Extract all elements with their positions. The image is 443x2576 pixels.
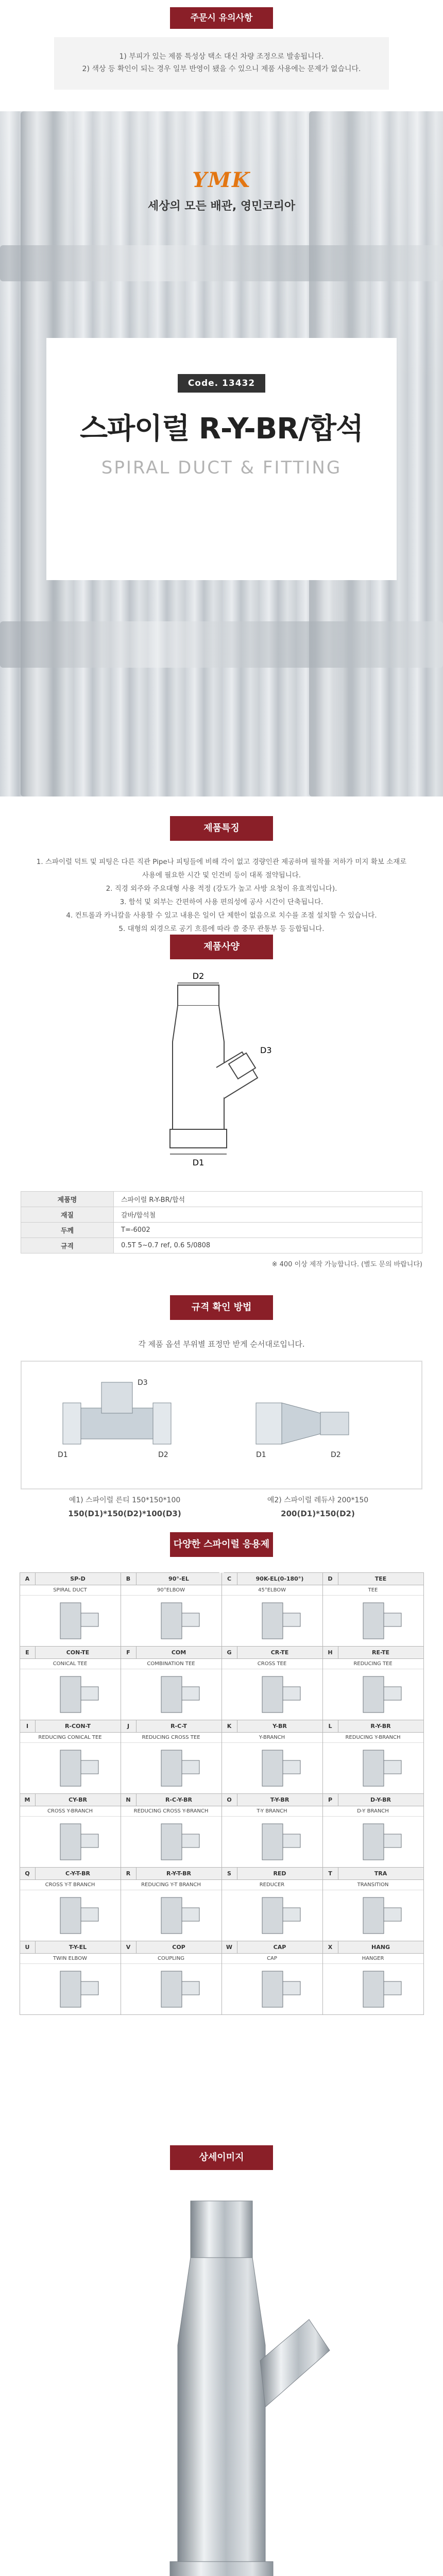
catalog-name: CROSS TEE (222, 1659, 322, 1669)
catalog-row (20, 1647, 423, 1720)
catalog-fitting-image (20, 1743, 121, 1793)
method-section (0, 1295, 443, 1518)
catalog-name: COUPLING (121, 1954, 222, 1964)
catalog-name: CROSS Y-BRANCH (20, 1806, 121, 1817)
catalog-letter: N (121, 1794, 137, 1806)
notice-line: 2) 색상 등 확인이 되는 경우 일부 반영이 됐을 수 있으니 제품 사용에는 문제가 없습니다. (82, 65, 361, 73)
catalog-code: CAP (273, 1944, 286, 1951)
spec-value: 갈바/합석철 (114, 1207, 422, 1223)
notice-title: 주문시 유의사항 (170, 7, 273, 29)
notice-section (0, 7, 443, 90)
catalog-cell (322, 1573, 423, 1647)
catalog-grid (20, 1572, 424, 2015)
catalog-cell (121, 1720, 222, 1794)
catalog-code: TEE (374, 1575, 387, 1582)
catalog-fitting-image (323, 1669, 423, 1720)
catalog-letter: Q (20, 1868, 36, 1879)
reducer-body (282, 1403, 320, 1444)
catalog-fitting-image (323, 1817, 423, 1867)
catalog-name: 45°ELBOW (222, 1585, 322, 1596)
catalog-letter: D (323, 1573, 338, 1585)
reducer-large-end (256, 1403, 282, 1444)
detail-title: 상세이미지 (170, 2145, 273, 2170)
catalog-name: REDUCING CONICAL TEE (20, 1733, 121, 1743)
catalog-cell (121, 1647, 222, 1720)
label-d3: D3 (260, 1045, 272, 1055)
catalog-code: C-Y-T-BR (65, 1870, 90, 1877)
spec-value: 0.5T 5~0.7 ref, 0.6 5/0808 (114, 1238, 422, 1253)
catalog-fitting-image (323, 1964, 423, 2014)
catalog-letter: L (323, 1720, 338, 1732)
catalog-fitting-image (323, 1596, 423, 1646)
catalog-cell (20, 1868, 121, 1941)
method-label-d3: D3 (138, 1379, 148, 1387)
spec-title: 제품사양 (170, 935, 273, 959)
spec-section (0, 935, 443, 1268)
brand-logo: YMK (192, 168, 251, 192)
catalog-cell (322, 1647, 423, 1720)
catalog-code: SP-D (70, 1575, 86, 1582)
catalog-letter: S (222, 1868, 237, 1879)
catalog-fitting-image (20, 1817, 121, 1867)
catalog-name: REDUCING Y-BRANCH (323, 1733, 423, 1743)
catalog-fitting-image (121, 1669, 222, 1720)
catalog-code: 90°-EL (168, 1575, 189, 1582)
catalog-name: Y-BRANCH (222, 1733, 322, 1743)
spec-row (21, 1238, 422, 1253)
label-d1: D1 (192, 1158, 205, 1167)
catalog-fitting-image (20, 1890, 121, 1941)
feature-line: 2. 직경 외주와 주요대형 사용 적정 (강도가 높고 사방 요청이 유효적입니다). (106, 885, 337, 893)
catalog-fitting-image (121, 1964, 222, 2014)
catalog-row (20, 1868, 423, 1941)
catalog-cell (222, 1868, 322, 1941)
catalog-row (20, 1720, 423, 1794)
catalog-cell (121, 1941, 222, 2015)
catalog-name: SPIRAL DUCT (20, 1585, 121, 1596)
detail-photos (0, 2191, 443, 2576)
catalog-fitting-image (323, 1743, 423, 1793)
catalog-letter: R (121, 1868, 137, 1879)
catalog-name: REDUCING CROSS TEE (121, 1733, 222, 1743)
features-title: 제품특징 (170, 816, 273, 841)
catalog-cell (322, 1941, 423, 2015)
catalog-letter: E (20, 1647, 36, 1658)
catalog-fitting-image (121, 1817, 222, 1867)
example-dims: 200(D1)*150(D2) (281, 1509, 355, 1518)
background-pipe (0, 245, 443, 281)
catalog-cell (20, 1794, 121, 1868)
catalog-letter: A (20, 1573, 36, 1585)
tee-end-right (153, 1403, 171, 1444)
catalog-fitting-image (222, 1890, 322, 1941)
spec-row (21, 1207, 422, 1223)
catalog-code: T-Y-BR (270, 1797, 289, 1803)
product-title-card (46, 338, 397, 580)
catalog-letter: B (121, 1573, 137, 1585)
catalog-cell (20, 1573, 121, 1647)
label-d2: D2 (192, 971, 205, 981)
catalog-code: Y-BR (272, 1723, 287, 1730)
method-diagrams (22, 1362, 421, 1488)
catalog-cell (121, 1573, 222, 1647)
features-section (0, 816, 443, 936)
catalog-letter: G (222, 1647, 237, 1658)
catalog-code: R-CON-T (64, 1723, 91, 1730)
catalog-cell (20, 1720, 121, 1794)
catalog-letter: C (222, 1573, 237, 1585)
reducer-small-end (320, 1412, 349, 1435)
catalog-letter: K (222, 1720, 237, 1732)
spec-diagram (0, 964, 443, 1191)
catalog-name: T-Y BRANCH (222, 1806, 322, 1817)
catalog-row (20, 1941, 423, 2015)
catalog-letter: M (20, 1794, 36, 1806)
catalog-cell (322, 1794, 423, 1868)
brand-tagline: 세상의 모든 배관, 영민코리아 (147, 200, 296, 213)
method-label-d1: D1 (58, 1451, 68, 1459)
diagram-bottom-collar (170, 1129, 227, 1148)
spec-value: T=-6002 (114, 1223, 422, 1238)
detail-section (0, 2145, 443, 2576)
spec-key: 재질 (21, 1207, 114, 1223)
catalog-name: REDUCING Y-T BRANCH (121, 1880, 222, 1890)
catalog-code: T-Y-EL (69, 1944, 87, 1951)
catalog-name: CONICAL TEE (20, 1659, 121, 1669)
spec-key: 규격 (21, 1238, 114, 1253)
catalog-letter: U (20, 1941, 36, 1953)
method-example-box (21, 1361, 422, 1518)
catalog-fitting-image (121, 1596, 222, 1646)
catalog-letter: W (222, 1941, 237, 1953)
catalog-code: HANG (371, 1944, 390, 1951)
feature-line: 5. 대형의 외경으로 공기 흐름에 따라 쓸 중무 관통부 등 등합됩니다. (118, 925, 325, 933)
method-example-1 (37, 1495, 212, 1518)
catalog-cell (121, 1868, 222, 1941)
product-subtitle: SPIRAL DUCT & FITTING (101, 457, 342, 478)
catalog-section (0, 1532, 443, 2015)
catalog-name: REDUCING TEE (323, 1659, 423, 1669)
catalog-letter: F (121, 1647, 137, 1658)
catalog-name: REDUCER (222, 1880, 322, 1890)
product-code-badge: Code. 13432 (178, 374, 265, 393)
catalog-name: CAP (222, 1954, 322, 1964)
features-list (21, 855, 422, 936)
hero-banner (0, 111, 443, 796)
method-title: 규격 확인 방법 (170, 1295, 273, 1320)
product-photo-front (170, 2201, 330, 2576)
notice-line: 1) 부피가 있는 제품 특성상 택소 대신 차량 조정으로 발송됩니다. (119, 53, 324, 61)
spec-row (21, 1192, 422, 1207)
catalog-name: TEE (323, 1585, 423, 1596)
catalog-cell (20, 1941, 121, 2015)
catalog-letter: X (323, 1941, 338, 1953)
catalog-code: RED (273, 1870, 286, 1877)
catalog-cell (322, 1720, 423, 1794)
feature-line: 4. 컨트롤과 카니칼을 사용할 수 있고 내용은 일이 단 제한이 없음으로 치수를 조절 설치할 수 있습니다. (66, 911, 377, 920)
catalog-fitting-image (222, 1669, 322, 1720)
catalog-cell (121, 1794, 222, 1868)
example-dims: 150(D1)*150(D2)*100(D3) (68, 1509, 181, 1518)
feature-line: 사용에 필요한 시간 및 인건비 등이 대폭 절약됩니다. (142, 871, 301, 879)
spec-value: 스파이럴 R-Y-BR/합석 (114, 1192, 422, 1207)
catalog-code: R-Y-BR (370, 1723, 391, 1730)
catalog-fitting-image (323, 1890, 423, 1941)
feature-line: 1. 스파이럴 덕트 및 피팅은 다른 직관 Pipe나 피팅들에 비해 각이 없고 경량인관 제공하며 필착률 저하가 미지 확보 소재로 (36, 858, 407, 866)
catalog-name: TRANSITION (323, 1880, 423, 1890)
catalog-letter: P (323, 1794, 338, 1806)
catalog-name: 90°ELBOW (121, 1585, 222, 1596)
catalog-fitting-image (20, 1669, 121, 1720)
catalog-name: CROSS Y-T BRANCH (20, 1880, 121, 1890)
catalog-fitting-image (222, 1817, 322, 1867)
catalog-code: R-C-T (171, 1723, 187, 1730)
example-name: 예2) 스파이럴 레듀샤 200*150 (267, 1496, 369, 1504)
catalog-letter: H (323, 1647, 338, 1658)
catalog-code: RE-TE (372, 1649, 389, 1656)
catalog-code: D-Y-BR (370, 1797, 391, 1803)
spec-note: ※ 400 이상 제작 가능합니다. (별도 문의 바랍니다) (271, 1261, 422, 1268)
catalog-cell (222, 1720, 322, 1794)
catalog-code: CON-TE (66, 1649, 90, 1656)
catalog-cell (20, 1647, 121, 1720)
catalog-fitting-image (20, 1596, 121, 1646)
spec-row (21, 1223, 422, 1238)
catalog-letter: I (20, 1720, 36, 1732)
catalog-code: TRA (374, 1870, 387, 1877)
catalog-code: R-Y-T-BR (166, 1870, 192, 1877)
catalog-name: TWIN ELBOW (20, 1954, 121, 1964)
method-label-d2: D2 (158, 1451, 168, 1459)
notice-box (54, 37, 389, 90)
method-label-d1-b: D1 (256, 1451, 266, 1459)
catalog-row (20, 1573, 423, 1647)
catalog-fitting-image (121, 1743, 222, 1793)
tee-branch (101, 1382, 132, 1413)
catalog-cell (222, 1573, 322, 1647)
example-name: 예1) 스파이럴 른티 150*150*100 (69, 1496, 181, 1504)
catalog-code: R-C-Y-BR (165, 1797, 193, 1803)
diagram-top-collar (178, 985, 219, 1006)
catalog-fitting-image (222, 1743, 322, 1793)
catalog-cell (222, 1941, 322, 2015)
catalog-letter: V (121, 1941, 137, 1953)
catalog-name: COMBINATION TEE (121, 1659, 222, 1669)
background-pipe (0, 621, 443, 668)
method-example-2 (230, 1495, 405, 1518)
catalog-cell (222, 1647, 322, 1720)
catalog-name: REDUCING CROSS Y-BRANCH (121, 1806, 222, 1817)
catalog-fitting-image (222, 1964, 322, 2014)
catalog-cell (222, 1794, 322, 1868)
catalog-fitting-image (222, 1596, 322, 1646)
catalog-name: D-Y BRANCH (323, 1806, 423, 1817)
catalog-code: CR-TE (270, 1649, 289, 1656)
catalog-row (20, 1794, 423, 1868)
method-description: 각 제품 옵션 부위별 표정만 받게 순서대로입니다. (138, 1340, 305, 1349)
catalog-name: HANGER (323, 1954, 423, 1964)
catalog-title: 다양한 스파이럴 응용제품 (170, 1532, 273, 1557)
catalog-fitting-image (121, 1890, 222, 1941)
spec-key: 두께 (21, 1223, 114, 1238)
catalog-letter: T (323, 1868, 338, 1879)
feature-line: 3. 함석 및 외부는 간편하여 사용 편의성에 공사 시간이 단축됩니다. (120, 898, 323, 906)
spec-key: 제품명 (21, 1192, 114, 1207)
catalog-code: 90K-EL(0-180°) (255, 1575, 304, 1582)
catalog-code: COM (171, 1649, 186, 1656)
tee-end-left (63, 1403, 81, 1444)
catalog-code: CY-BR (69, 1797, 87, 1803)
catalog-cell (322, 1868, 423, 1941)
catalog-code: COP (172, 1944, 185, 1951)
catalog-letter: O (222, 1794, 237, 1806)
catalog-letter: J (121, 1720, 137, 1732)
method-label-d2-b: D2 (331, 1451, 341, 1459)
product-title: 스파이럴 R-Y-BR/합석 (79, 412, 364, 446)
spec-table (21, 1191, 422, 1253)
catalog-fitting-image (20, 1964, 121, 2014)
brand-block (0, 168, 443, 213)
